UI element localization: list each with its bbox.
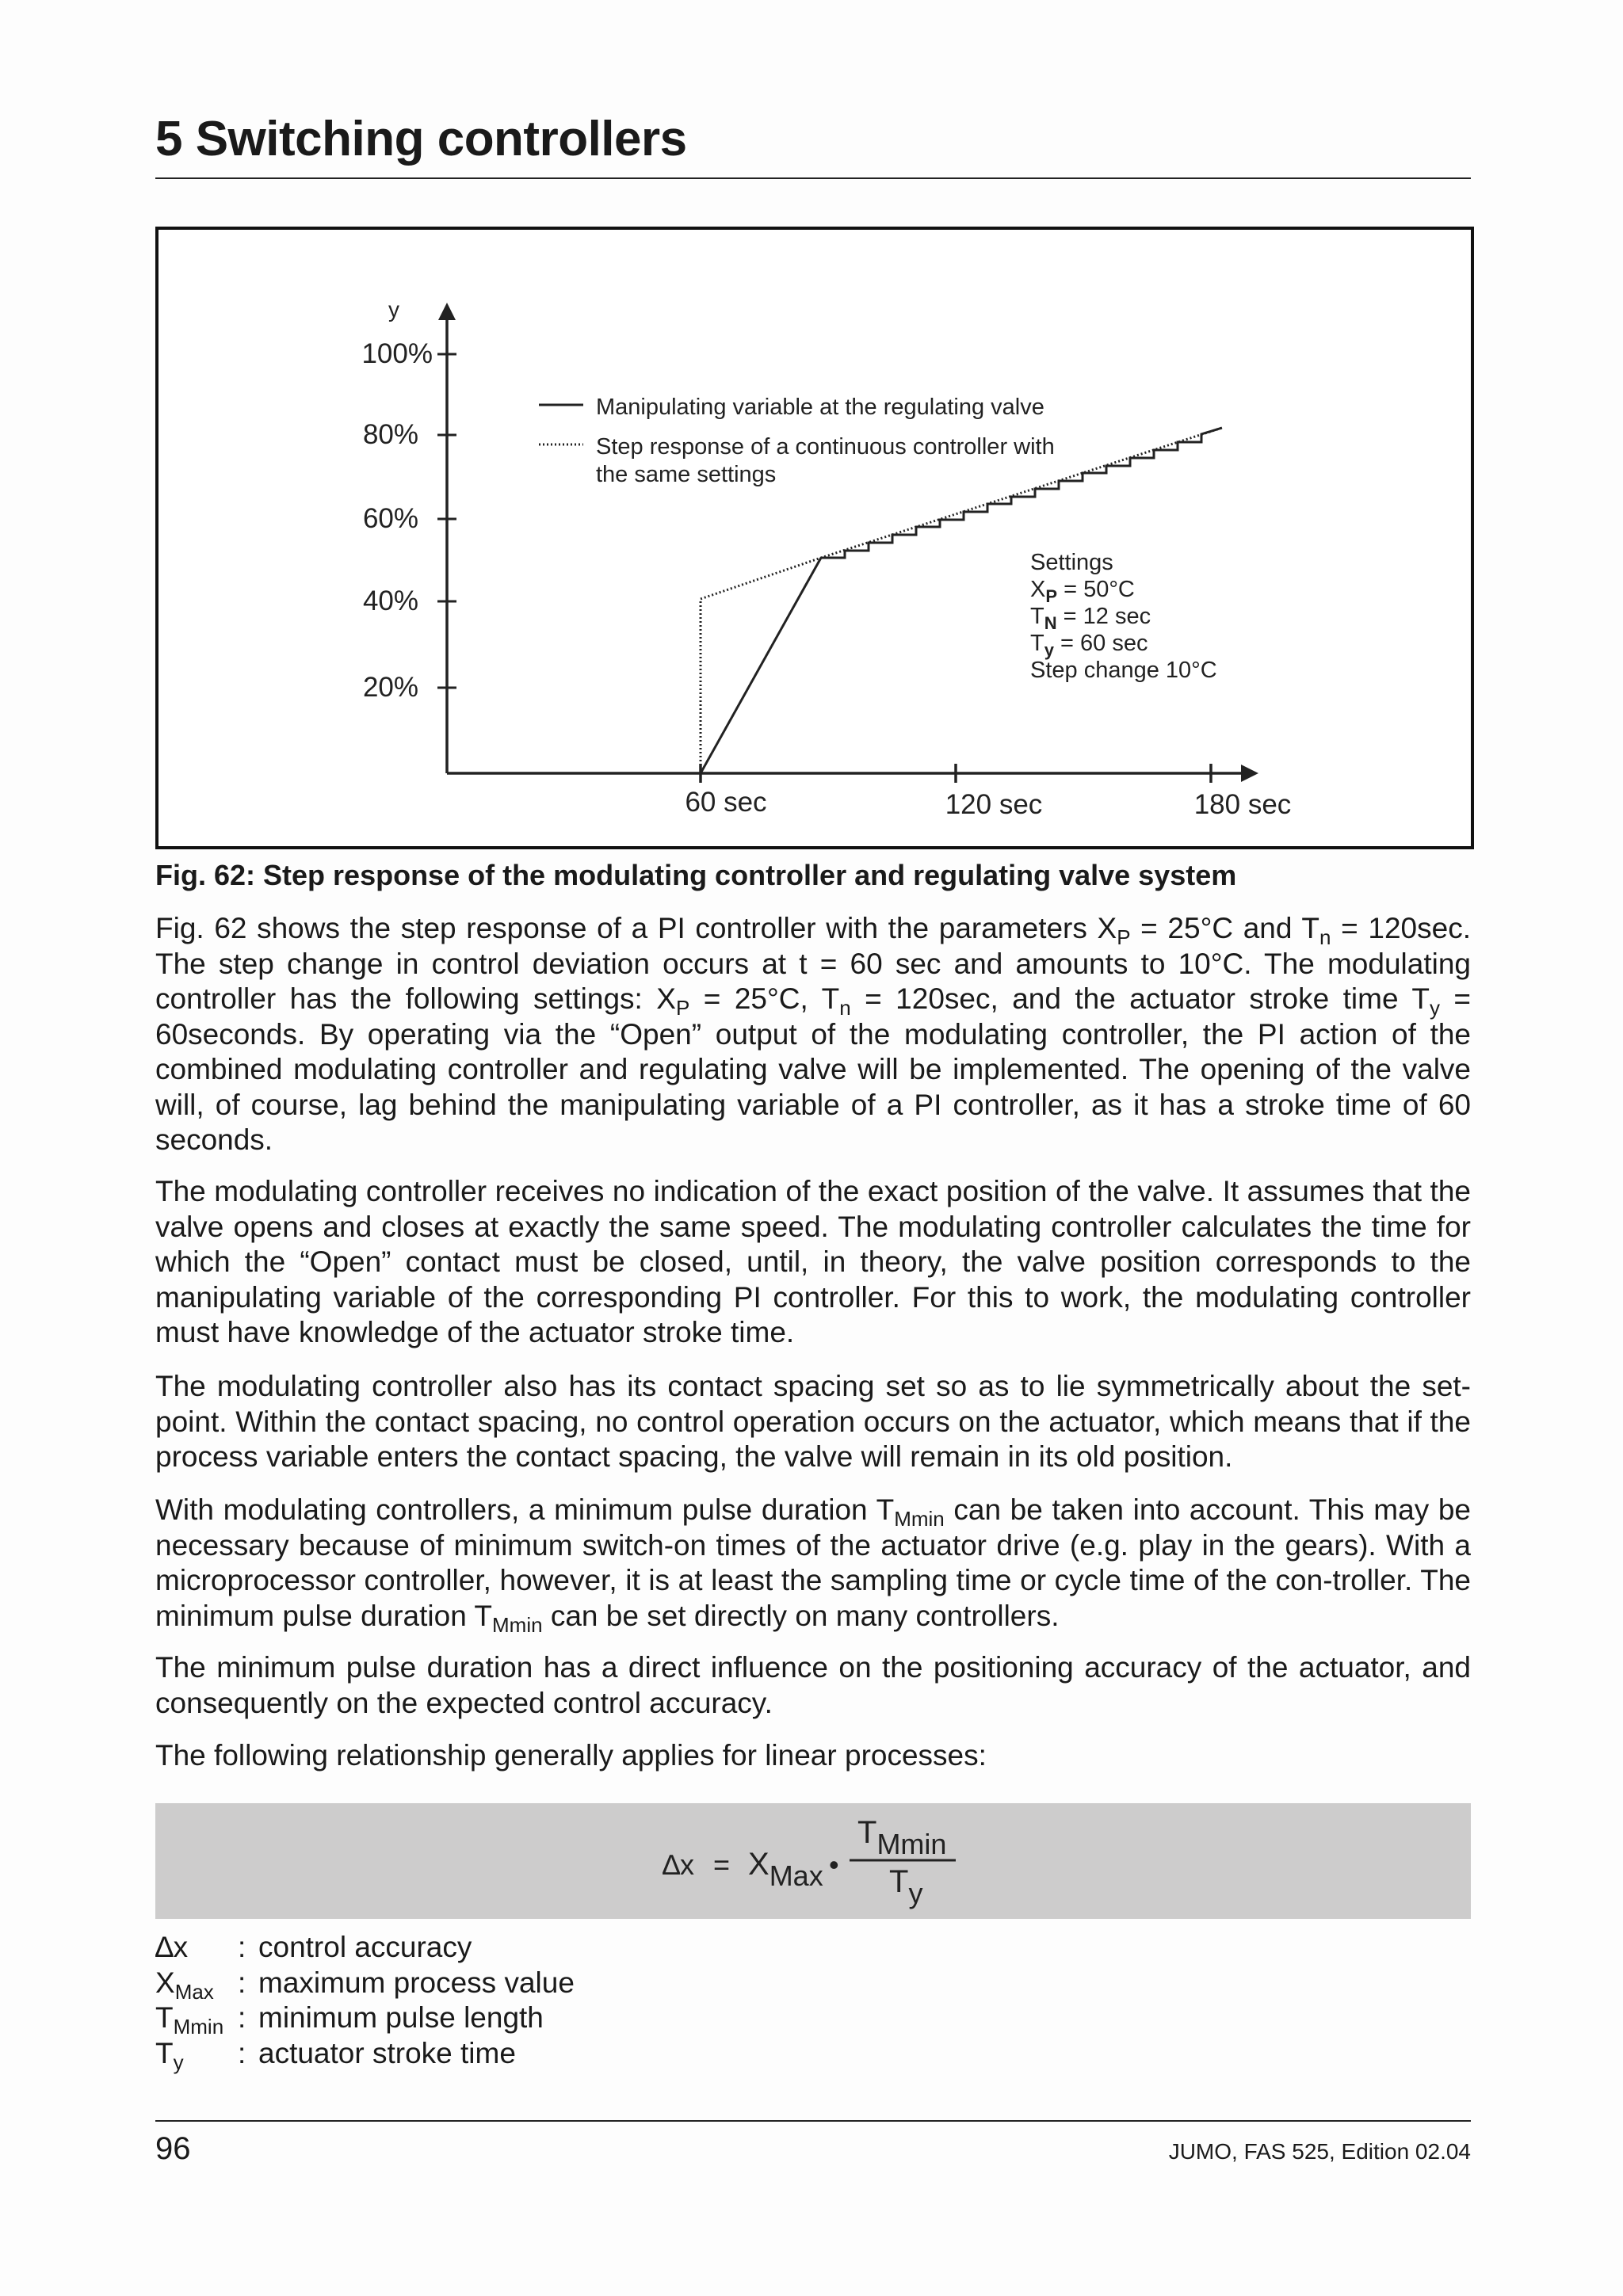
legend-colon: : xyxy=(238,2001,246,2034)
figure-caption: Fig. 62: Step response of the modulating controller and regulating valve system xyxy=(155,859,1237,891)
y-tick-label: 60% xyxy=(362,503,418,534)
legend-description: actuator stroke time xyxy=(258,2036,516,2069)
step-response-figure xyxy=(158,230,1471,846)
paragraph-3: The modulating controller also has its contact spacing set so as to lie symmetrically about the set-point. Within the contact spacing, no control operation occurs on the actuator, which means that if the process variable enters the contact spacing, the valve will remain in its old position. xyxy=(155,1370,1471,1473)
settings-tn: $T_N = 12$ sec xyxy=(1030,604,1151,633)
legend-colon: : xyxy=(238,1931,246,1963)
settings-step: Step change 10°C xyxy=(1030,658,1217,683)
figure-frame xyxy=(155,227,1474,849)
x-tick-label: 180 sec xyxy=(1193,789,1292,820)
x-tick-label: 120 sec xyxy=(945,789,1043,820)
formula-xmax: XMax xyxy=(748,1847,823,1892)
settings-ty: $T_y = 60$ sec xyxy=(1030,631,1148,660)
page-title: 5 Switching controllers xyxy=(155,112,687,166)
formula-equals: = xyxy=(713,1848,731,1881)
y-tick-label: 80% xyxy=(362,419,418,450)
legend-solid-label: Manipulating variable at the regulating valve xyxy=(596,395,1044,420)
footer-rule xyxy=(155,2120,1471,2122)
legend-description: maximum process value xyxy=(258,1966,575,1999)
y-tick-label: 100% xyxy=(361,338,433,369)
valve-position-curve xyxy=(701,558,821,773)
legend-symbol: $T_{Mmin}$ xyxy=(155,2001,224,2039)
legend-symbol: $X_{Max}$ xyxy=(155,1966,214,2004)
y-tick-label: 20% xyxy=(362,672,418,703)
paragraph-4: With modulating controllers, a minimum pulse duration $T_{Mmin}$ can be taken into account. This may be necessary because of minimum switch-on times of the actuator drive (e.g. play in the gears). With a microprocessor controller, however, it is at least the sampling time or cycle time of the con-troller. The minimum pulse duration $T_{Mmin}$ can be set directly on many controllers. xyxy=(155,1493,1472,1637)
settings-heading: Settings xyxy=(1030,550,1113,575)
legend-dotted-label-2: the same settings xyxy=(596,462,777,487)
formula-denominator: Ty xyxy=(889,1864,923,1909)
legend-colon: : xyxy=(238,2036,246,2069)
paragraph-6: The following relationship generally applies for linear processes: xyxy=(155,1739,987,1772)
legend-symbol: ∆x xyxy=(155,1931,189,1963)
x-tick-label: 60 sec xyxy=(685,787,767,818)
legend-row xyxy=(155,2000,575,2039)
x-axis-arrow xyxy=(1241,765,1258,782)
legend-description: control accuracy xyxy=(258,1931,472,1963)
legend-colon: : xyxy=(238,1966,246,1999)
settings-xp: $X_P = 50^\circ C$ xyxy=(1030,577,1135,606)
footer-edition: JUMO, FAS 525, Edition 02.04 xyxy=(1168,2139,1471,2164)
formula-box xyxy=(155,1803,1471,1919)
title-rule xyxy=(155,177,1471,179)
formula-lhs: ∆x xyxy=(663,1848,695,1881)
paragraph-1: Fig. 62 shows the step response of a PI controller with the parameters $X_P = 25^\circ C$ and $T_n = 120\sec$. The step change in control deviation occurs at t = 60 sec and amounts to 10°C. The modulating controller has the following settings: $X_P = 25^\circ C$, $T_n = 120\sec$, and the actuator stroke time $T_y$ = 60seconds. By operating via the “Open” output of the modulating controller, the PI action of the combined modulating controller and regulating valve will be implemented. The opening of the valve will, of course, lag behind the manipulating variable of a PI controller, as it has a stroke time of 60 seconds. xyxy=(155,912,1471,1156)
paragraph-5: The minimum pulse duration has a direct influence on the positioning accuracy of the actuator, and consequently on the expected control accuracy. xyxy=(155,1651,1471,1719)
formula-dot: • xyxy=(829,1848,839,1881)
y-axis-label: y xyxy=(388,297,399,322)
legend-description: minimum pulse length xyxy=(258,2001,544,2034)
legend-symbol: $T_y$ xyxy=(155,2036,184,2074)
continuous-response-curve xyxy=(701,428,1222,773)
y-axis-arrow xyxy=(438,303,456,320)
y-tick-label: 40% xyxy=(362,585,418,616)
legend-row xyxy=(155,2036,575,2072)
legend-dotted-label: Step response of a continuous controller with xyxy=(596,434,1055,460)
legend-row xyxy=(155,1966,575,2004)
symbol-legend xyxy=(155,1930,575,2074)
formula xyxy=(155,1803,1471,1919)
legend-row xyxy=(155,1930,575,1966)
page-number: 96 xyxy=(155,2131,191,2166)
paragraph-2: The modulating controller receives no indication of the exact position of the valve. It assumes that the valve opens and closes at exactly the same speed. The modulating controller calculates the time for which the “Open” contact must be closed, until, in theory, the valve position corresponds to the manipulating variable of the corresponding PI controller. For this to work, the modulating controller must have knowledge of the actuator stroke time. xyxy=(155,1175,1471,1348)
formula-numerator: TMmin xyxy=(857,1815,947,1860)
